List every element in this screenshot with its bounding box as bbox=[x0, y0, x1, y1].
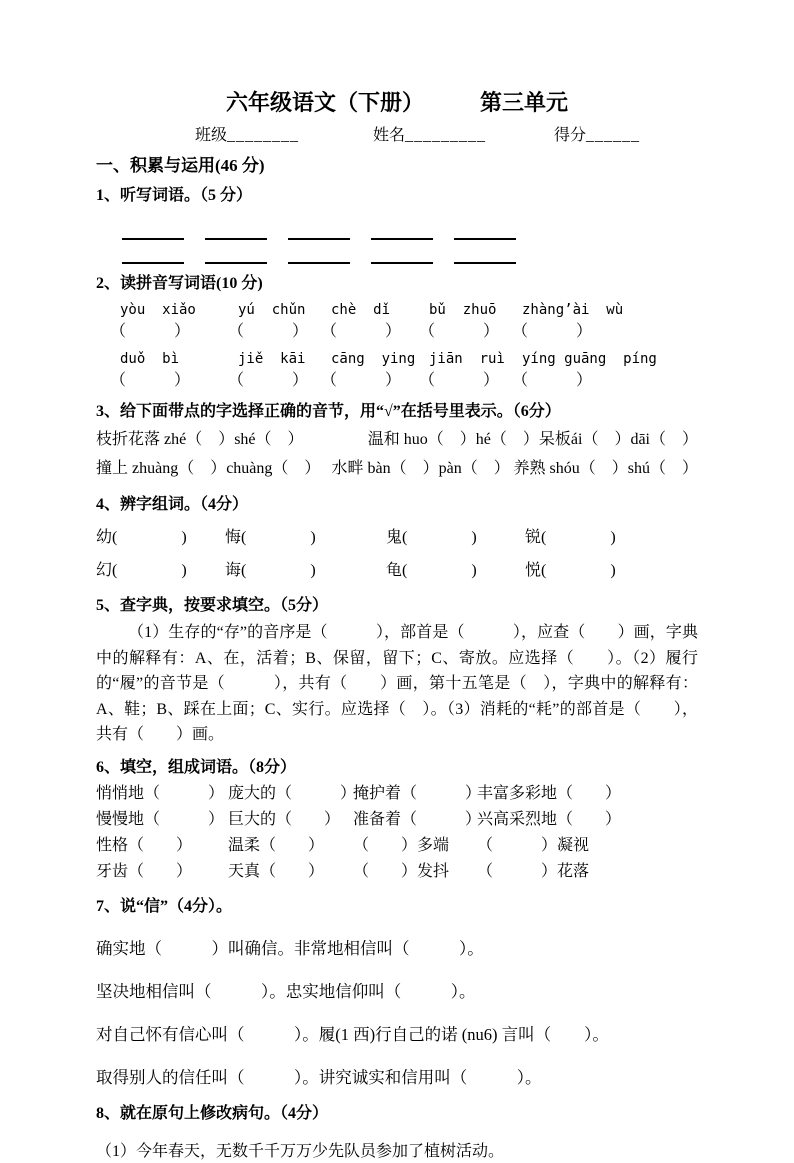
pinyin-row-2 bbox=[96, 349, 698, 392]
dictation-blank bbox=[288, 244, 350, 264]
pinyin-text: duǒ bì bbox=[120, 351, 180, 367]
word-form-item: 龟( ) bbox=[386, 562, 477, 579]
page-title bbox=[96, 90, 698, 116]
syllable-choice: 撞上 zhuàng（ ）chuàng（ ） bbox=[96, 460, 321, 477]
fill-word-item: 慢慢地（ ） bbox=[96, 810, 225, 828]
q6-row-1 bbox=[96, 783, 698, 804]
q3-row-1 bbox=[96, 429, 698, 451]
q7-line-3: 对自己怀有信心叫（ ）。履(1 西)行自己的诺 (nu6) 言叫（ ）。 bbox=[96, 1024, 609, 1044]
fill-word-item: 庞大的（ ） bbox=[228, 784, 357, 802]
pinyin-text: yíng guāng píng bbox=[522, 351, 657, 367]
pinyin-text: cāng ying bbox=[331, 351, 416, 367]
pinyin-item bbox=[228, 349, 321, 392]
pinyin-text: jiān ruì bbox=[429, 351, 505, 367]
pinyin-text: bǔ zhuō bbox=[429, 302, 497, 318]
fill-word-item: （ ）发抖 bbox=[353, 862, 450, 880]
q7-line-4: 取得别人的信任叫（ ）。讲究诚实和信用叫（ ）。 bbox=[96, 1067, 542, 1087]
answer-parens: （ ） bbox=[419, 372, 500, 389]
syllable-choice: 温和 huo（ ）hé（ ） bbox=[367, 431, 539, 448]
pinyin-text: yòu xiǎo bbox=[120, 302, 196, 318]
dictation-blank bbox=[122, 244, 184, 264]
pinyin-item bbox=[512, 349, 698, 392]
pinyin-item bbox=[419, 349, 512, 392]
title-right: 第三单元 bbox=[480, 90, 569, 115]
answer-parens: （ ） bbox=[419, 323, 500, 340]
dictation-blank bbox=[205, 244, 267, 264]
fill-word-item: （ ）花落 bbox=[477, 862, 590, 880]
q7-line-1: 确实地（ ）叫确信。非常地相信叫（ ）。 bbox=[96, 938, 484, 958]
fill-word-item: 天真（ ） bbox=[228, 862, 325, 880]
word-form-item: 幼( ) bbox=[96, 529, 187, 546]
pinyin-item bbox=[110, 300, 228, 343]
word-form-item: 锐( ) bbox=[525, 529, 616, 546]
pinyin-item bbox=[512, 300, 698, 343]
q6-row-3 bbox=[96, 835, 698, 856]
q3-row-2 bbox=[96, 458, 698, 480]
q1-heading: 1、听写词语。（5 分） bbox=[96, 187, 253, 204]
title-left: 六年级语文（下册） bbox=[225, 90, 424, 115]
dictation-blank-row-1 bbox=[122, 220, 698, 240]
fill-word-item: 牙齿（ ） bbox=[96, 862, 193, 880]
answer-parens: （ ） bbox=[228, 323, 309, 340]
class-label: 班级 bbox=[195, 127, 228, 144]
answer-parens: （ ） bbox=[512, 323, 593, 340]
score-field bbox=[554, 126, 640, 146]
dictation-blank bbox=[205, 220, 267, 240]
class-field bbox=[195, 126, 299, 146]
pinyin-row-1 bbox=[96, 300, 698, 343]
fill-word-item: 悄悄地（ ） bbox=[96, 784, 225, 802]
q5-heading: 5、查字典，按要求填空。（5分） bbox=[96, 597, 329, 614]
dictation-blank bbox=[288, 220, 350, 240]
dictation-blank bbox=[454, 244, 516, 264]
answer-parens: （ ） bbox=[110, 372, 191, 389]
score-blank: ______ bbox=[586, 127, 641, 144]
name-blank: _________ bbox=[405, 127, 487, 144]
syllable-choice: 水畔 bàn（ ）pàn（ ） bbox=[331, 460, 510, 477]
fill-word-item: （ ）凝视 bbox=[477, 836, 590, 854]
q8-heading: 8、就在原句上修改病句。（4分） bbox=[96, 1104, 329, 1122]
pinyin-text: yú chǔn bbox=[238, 302, 306, 318]
answer-parens: （ ） bbox=[512, 372, 593, 389]
q2-heading: 2、读拼音写词语(10 分) bbox=[96, 275, 263, 292]
q3-heading: 3、给下面带点的字选择正确的音节，用“√”在括号里表示。（6分） bbox=[96, 403, 561, 420]
answer-parens: （ ） bbox=[228, 372, 309, 389]
dictation-blank bbox=[454, 220, 516, 240]
q5-body: （1）生存的“存”的音序是（ ），部首是（ ），应查（ ）画，字典中的解释有：A、在，活着；B、保留，留下；C、寄放。应选择（ ）。（2）履行的“履”的音节是（ ），共有（ ）画，第十五笔是（ ），字典中的解释有：A、鞋；B、踩在上面；C、实行。应选择（ ）。（3）消耗的“耗”的部首是（ ），共有（ ）画。 bbox=[96, 624, 698, 743]
fill-word-item: 性格（ ） bbox=[96, 836, 193, 854]
syllable-choice: 枝折花落 zhé（ ）shé（ ） bbox=[96, 431, 304, 448]
word-form-item: 鬼( ) bbox=[386, 529, 477, 546]
class-blank: ________ bbox=[227, 127, 300, 144]
fill-word-item: 兴高采烈地（ ） bbox=[477, 810, 622, 828]
part1-heading: 一、积累与运用(46 分) bbox=[96, 156, 265, 175]
word-form-item: 幻( ) bbox=[96, 562, 187, 579]
header-fields bbox=[96, 126, 698, 146]
q6-row-2 bbox=[96, 809, 698, 830]
q7-heading: 7、说“信”（4分）。 bbox=[96, 897, 233, 915]
fill-word-item: 巨大的（ ） bbox=[228, 810, 341, 828]
fill-word-item: 掩护着（ ） bbox=[353, 784, 482, 802]
pinyin-text: zhàng’ài wù bbox=[522, 302, 624, 318]
fill-word-item: 准备着（ ） bbox=[353, 810, 482, 828]
pinyin-item bbox=[321, 349, 419, 392]
word-form-item: 悦( ) bbox=[525, 562, 616, 579]
q6-heading: 6、填空，组成词语。（8分） bbox=[96, 758, 297, 776]
fill-word-item: 丰富多彩地（ ） bbox=[477, 784, 622, 802]
q4-row-1 bbox=[96, 527, 698, 548]
fill-word-item: 温柔（ ） bbox=[228, 836, 325, 854]
word-form-item: 诲( ) bbox=[225, 562, 316, 579]
pinyin-text: jiě kāi bbox=[238, 351, 306, 367]
fill-word-item: （ ）多端 bbox=[353, 836, 450, 854]
answer-parens: （ ） bbox=[321, 372, 402, 389]
name-field bbox=[373, 126, 486, 146]
pinyin-item bbox=[419, 300, 512, 343]
dictation-blank bbox=[371, 220, 433, 240]
pinyin-text: chè dǐ bbox=[331, 302, 391, 318]
q6-row-4 bbox=[96, 861, 698, 882]
syllable-choice: 呆板ái（ ）dāi（ ） bbox=[538, 431, 698, 448]
q7-line-2: 坚决地相信叫（ ）。忠实地信仰叫（ ）。 bbox=[96, 981, 476, 1001]
q8-item-1: （1）今年春天，无数千千万万少先队员参加了植树活动。 bbox=[96, 1142, 505, 1160]
dictation-blank bbox=[371, 244, 433, 264]
name-label: 姓名 bbox=[373, 127, 406, 144]
answer-parens: （ ） bbox=[110, 323, 191, 340]
dictation-blank bbox=[122, 220, 184, 240]
pinyin-item bbox=[110, 349, 228, 392]
dictation-blank-row-2 bbox=[122, 244, 698, 264]
syllable-choice: 养熟 shóu（ ）shú（ ） bbox=[513, 460, 698, 477]
pinyin-item bbox=[228, 300, 321, 343]
pinyin-item bbox=[321, 300, 419, 343]
answer-parens: （ ） bbox=[321, 323, 402, 340]
score-label: 得分 bbox=[554, 127, 587, 144]
word-form-item: 悔( ) bbox=[225, 529, 316, 546]
q4-row-2 bbox=[96, 560, 698, 581]
q4-heading: 4、辨字组词。（4分） bbox=[96, 496, 249, 513]
